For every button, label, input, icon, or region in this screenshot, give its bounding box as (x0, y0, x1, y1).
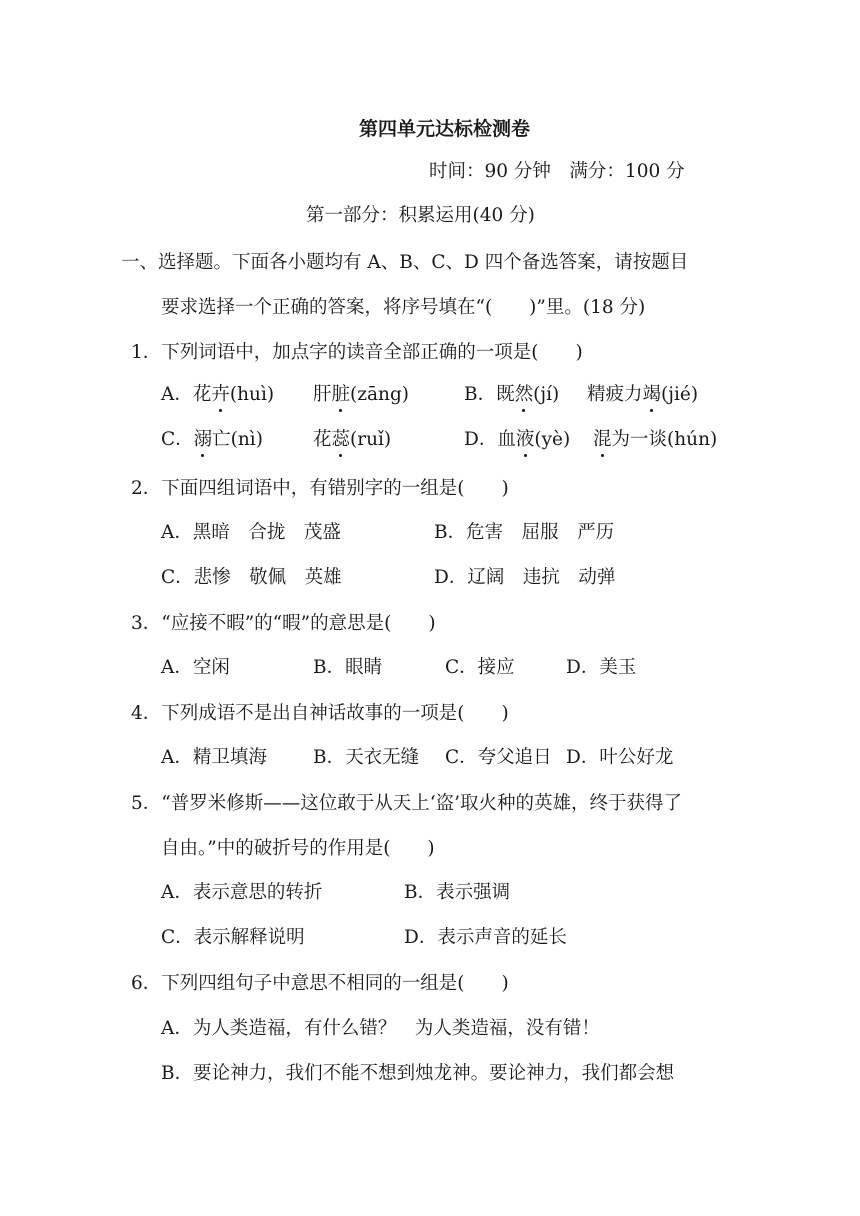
q6-option-b: B．要论神力，我们不能不想到烛龙神。要论神力，我们都会想 (161, 1063, 675, 1084)
q3-option-c: C．接应 (445, 657, 515, 678)
q1-option-a-word2: 肝脏(zāng) (313, 384, 409, 405)
q1-option-d-word2: 混为一谈(hún) (593, 429, 718, 450)
q1-option-a: A．花卉(huì) (161, 384, 275, 405)
q1-option-c: C．溺亡(nì) (161, 429, 263, 450)
page-title: 第四单元达标检测卷 (359, 118, 531, 140)
q2-option-c: C．悲惨 敬佩 英雄 (161, 567, 342, 588)
q5-option-d: D．表示声音的延长 (404, 927, 567, 948)
section-instruction-line1: 一、选择题。下面各小题均有 A、B、C、D 四个备选答案，请按题目 (121, 252, 689, 273)
question-4-stem: 4．下列成语不是出自神话故事的一项是( ) (131, 703, 509, 724)
q2-option-a: A．黑暗 合拢 茂盛 (161, 522, 341, 543)
emphasis-dot-char: 然 (514, 384, 534, 405)
question-3-stem: 3．“应接不暇”的“暇”的意思是( ) (131, 613, 436, 634)
question-5-stem-line1: 5．“普罗米修斯——这位敢于从天上‘盗’取火种的英雄，终于获得了 (131, 793, 682, 814)
q3-option-b: B．眼睛 (313, 657, 383, 678)
q2-option-d: D．辽阔 违抗 动弹 (434, 567, 616, 588)
emphasis-dot-char: 竭 (642, 384, 662, 405)
emphasis-dot-char: 蕊 (331, 429, 351, 450)
emphasis-dot-char: 液 (515, 429, 535, 450)
q2-option-b: B．危害 屈服 严历 (434, 522, 615, 543)
question-5-stem-line2: 自由。”中的破折号的作用是( ) (161, 838, 435, 859)
q4-option-d: D．叶公好龙 (566, 747, 674, 768)
question-6-stem: 6．下列四组句子中意思不相同的一组是( ) (131, 973, 509, 994)
q3-option-d: D．美玉 (566, 657, 637, 678)
q5-option-c: C．表示解释说明 (161, 927, 305, 948)
q4-option-c: C．夸父追日 (445, 747, 552, 768)
q1-option-b: B．既然(jí) (464, 384, 560, 405)
q5-option-b: B．表示强调 (404, 882, 511, 903)
q1-option-b-word2: 精疲力竭(jié) (587, 384, 699, 405)
emphasis-dot-char: 卉 (211, 384, 230, 405)
q5-option-a: A．表示意思的转折 (161, 882, 323, 903)
emphasis-dot-char: 脏 (331, 384, 351, 405)
q4-option-b: B．天衣无缝 (313, 747, 420, 768)
q3-option-a: A．空闲 (161, 657, 230, 678)
part-heading: 第一部分：积累运用(40 分) (306, 205, 535, 226)
question-1-stem: 1．下列词语中，加点字的读音全部正确的一项是( ) (131, 342, 583, 363)
section-instruction-line2: 要求选择一个正确的答案，将序号填在“( )”里。(18 分) (161, 297, 646, 318)
q1-option-d: D．血液(yè) (464, 429, 571, 450)
emphasis-dot-char: 混 (593, 429, 612, 450)
q1-option-c-word2: 花蕊(ruǐ) (313, 429, 392, 450)
question-2-stem: 2．下面四组词语中，有错别字的一组是( ) (131, 478, 509, 499)
q4-option-a: A．精卫填海 (161, 747, 267, 768)
emphasis-dot-char: 溺 (193, 429, 213, 450)
q6-option-a: A．为人类造福，有什么错？ 为人类造福，没有错！ (161, 1018, 600, 1039)
exam-meta: 时间：90 分钟 满分：100 分 (429, 161, 685, 182)
